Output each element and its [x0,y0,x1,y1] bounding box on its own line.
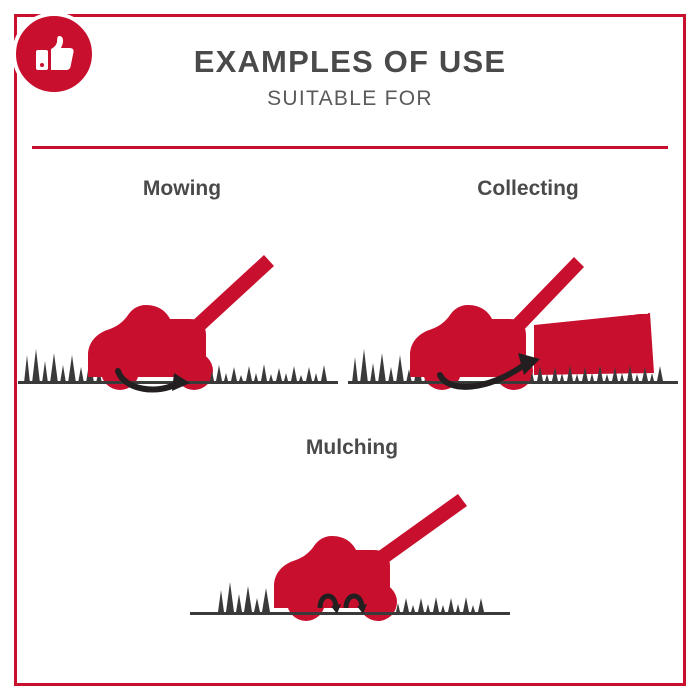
ground-line [190,612,510,615]
cut-grass-strip [210,364,327,381]
page-title: EXAMPLES OF USE [193,44,507,79]
mower-body [274,494,467,621]
illustration-mulching [190,480,510,640]
page-subtitle: SUITABLE FOR [267,86,433,110]
panel-label-collecting: Collecting [477,177,579,200]
illustration-mowing [18,225,338,410]
illustration-collecting [348,225,678,410]
cut-grass-strip [396,597,484,612]
panel-label-mowing: Mowing [142,177,222,200]
thumbs-up-badge [12,12,96,96]
header-divider [32,146,668,149]
panel-label-mulching: Mulching [305,436,399,459]
grass-collection-bag [534,313,654,375]
grass-tuft-left [218,582,270,612]
thumbs-up-icon [30,30,78,78]
ground-line [348,381,678,384]
header [100,46,600,111]
